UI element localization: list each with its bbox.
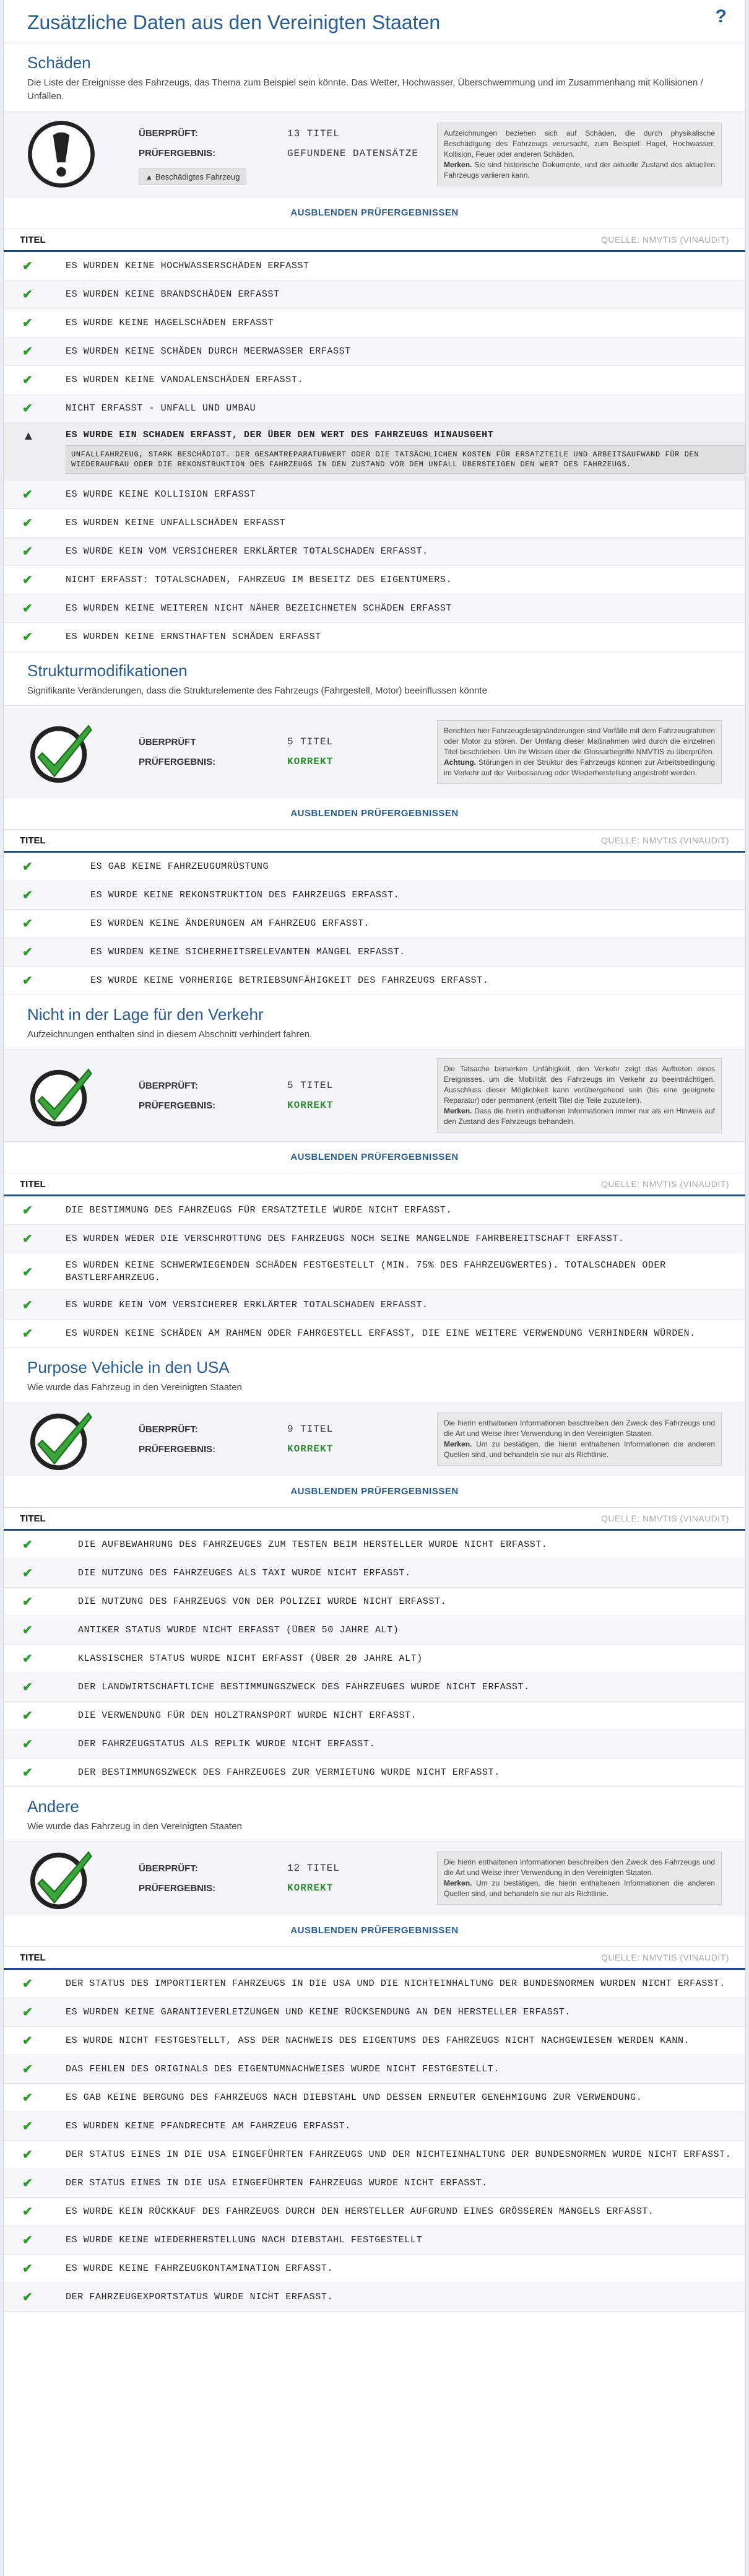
column-source: QUELLE: NMVTIS (VINAUDIT) xyxy=(601,1952,729,1962)
check-icon: ✔ xyxy=(22,259,33,273)
check-icon: ✔ xyxy=(22,946,33,959)
list-item-text: ES WURDEN KEINE SICHERHEITSRELEVANTEN MÄNGEL ERFASST. xyxy=(90,946,405,957)
list-item-text: DER STATUS EINES IN DIE USA EINGEFÜHRTEN FAHRZEUGS WURDE NICHT ERFASST. xyxy=(66,2177,488,2188)
result-value: GEFUNDENE DATENSÄTZE xyxy=(287,147,419,159)
check-icon: ✔ xyxy=(22,1681,33,1694)
checked-value: 5 TITEL xyxy=(287,736,334,747)
check-icon: ✔ xyxy=(22,2205,33,2219)
check-icon: ✔ xyxy=(22,545,33,559)
list-item xyxy=(4,366,745,394)
list-item-text: ES WURDEN KEINE ÄNDERUNGEN AM FAHRZEUG ERFASST. xyxy=(90,918,370,929)
check-icon: ✔ xyxy=(22,630,33,644)
list-item-text: ES WURDE KEINE KOLLISION ERFASST xyxy=(66,489,256,500)
list-item-text: ES WURDEN WEDER DIE VERSCHROTTUNG DES FAHRZEUGS NOCH SEINE MANGELNDE FAHRBEREITSCHAFT ERFASST. xyxy=(66,1233,625,1244)
checked-value: 12 TITEL xyxy=(287,1863,340,1874)
list-item xyxy=(4,2084,745,2112)
summary-panel xyxy=(4,1049,745,1142)
summary-stats xyxy=(139,732,436,772)
column-source: QUELLE: NMVTIS (VINAUDIT) xyxy=(601,235,729,245)
summary-panel xyxy=(4,705,745,798)
alert-content xyxy=(41,429,745,474)
list-item xyxy=(4,2283,745,2312)
info-note xyxy=(437,1058,722,1133)
list-item-text: DIE NUTZUNG DES FAHRZEUGES ALS TAXI WURDE NICHT ERFASST. xyxy=(78,1567,411,1578)
list-item-text: ES WURDE NICHT FESTGESTELLT, ASS DER NACHWEIS DES EIGENTUMS DES FAHRZEUGS NICHT NACHGEWIESEN WERDEN KANN. xyxy=(66,2035,690,2046)
results-list xyxy=(4,252,745,651)
check-icon: ✔ xyxy=(22,402,33,416)
list-item-text: ES WURDE KEINE REKONSTRUKTION DES FAHRZEUGS ERFASST. xyxy=(90,889,400,900)
section-description: Die Liste der Ereignisse des Fahrzeugs, das Thema zum Beispiel sein könnte. Das Wetter, Hochwasser, Überschwemmung und im Zusammenhang mit Kollisionen / Unfällen. xyxy=(27,77,703,102)
section-title: Strukturmodifikationen xyxy=(27,661,188,680)
list-item xyxy=(4,853,745,881)
section-title: Nicht in der Lage für den Verkehr xyxy=(27,1005,264,1024)
list-item xyxy=(4,2169,745,2198)
list-item xyxy=(4,2198,745,2226)
list-item xyxy=(4,1253,745,1291)
result-label: PRÜFERGEBNIS: xyxy=(139,756,216,767)
check-icon: ✔ xyxy=(22,1567,33,1580)
check-icon: ✔ xyxy=(22,1738,33,1751)
section-title: Andere xyxy=(27,1797,79,1816)
list-item-text: DER BESTIMMUNGSZWECK DES FAHRZEUGES ZUR VERMIETUNG WURDE NICHT ERFASST. xyxy=(78,1767,500,1778)
list-item-text: ES WURDEN KEINE GARANTIEVERLETZUNGEN UND KEINE RÜCKSENDUNG AN DEN HERSTELLER ERFASST. xyxy=(66,2006,571,2017)
list-item xyxy=(4,2027,745,2055)
check-circle-icon xyxy=(27,1405,95,1473)
list-item xyxy=(4,2255,745,2283)
summary-stats xyxy=(139,1419,436,1459)
help-icon[interactable]: ? xyxy=(715,6,727,27)
list-item xyxy=(4,1531,745,1559)
list-item xyxy=(4,881,745,910)
column-title: TITEL xyxy=(20,1178,46,1190)
check-circle-icon xyxy=(27,1844,95,1912)
list-item-text: ES WURDEN KEINE HOCHWASSERSCHÄDEN ERFASST xyxy=(66,260,310,271)
checked-label: ÜBERPRÜFT: xyxy=(139,128,198,139)
check-icon: ✔ xyxy=(22,1652,33,1666)
list-item xyxy=(4,1291,745,1320)
note-text: Aufzeichnungen beziehen sich auf Schäden, die durch physikalische Beschädigung des Fahrzeugs verursacht, zum Beispiel: Hagel, Hochwasser, Kollision, Feuer oder anderen Schäden. xyxy=(444,128,715,159)
results-list xyxy=(4,1970,745,2312)
note-emphasis: Merken. xyxy=(444,1440,472,1448)
check-icon: ✔ xyxy=(22,1232,33,1246)
stat-result xyxy=(139,752,436,772)
alert-item xyxy=(4,423,745,481)
checked-value: 13 TITEL xyxy=(287,128,340,139)
list-item xyxy=(4,910,745,938)
info-note xyxy=(437,1412,722,1466)
check-icon: ✔ xyxy=(22,2091,33,2105)
list-item-text: ANTIKER STATUS WURDE NICHT ERFASST (ÜBER 50 JAHRE ALT) xyxy=(78,1624,399,1635)
summary-stats xyxy=(139,124,436,185)
list-item xyxy=(4,1225,745,1253)
check-icon: ✔ xyxy=(22,573,33,587)
column-title: TITEL xyxy=(20,1513,46,1524)
list-item-text: ES WURDEN KEINE VANDALENSCHÄDEN ERFASST. xyxy=(66,374,304,385)
list-item-text: ES WURDEN KEINE SCHÄDEN AM RAHMEN ODER FAHRGESTELL ERFASST, DIE EINE WEITERE VERWENDUNG VERHINDERN WÜRDEN. xyxy=(66,1328,696,1339)
note-emphasis: Merken. xyxy=(444,160,472,169)
checked-label: ÜBERPRÜFT xyxy=(139,736,196,747)
summary-panel xyxy=(4,1402,745,1476)
check-icon: ✔ xyxy=(22,488,33,502)
check-icon: ✔ xyxy=(22,1709,33,1723)
list-item-text: DIE VERWENDUNG FÜR DEN HOLZTRANSPORT WURDE NICHT ERFASST. xyxy=(78,1710,417,1721)
toggle-results-link[interactable]: AUSBLENDEN PRÜFERGEBNISSEN xyxy=(290,1925,459,1936)
list-item xyxy=(4,2226,745,2255)
toggle-results-link[interactable]: AUSBLENDEN PRÜFERGEBNISSEN xyxy=(290,1152,459,1162)
list-item xyxy=(4,252,745,281)
list-item-text: ES GAB KEINE BERGUNG DES FAHRZEUGS NACH DIEBSTAHL UND DESSEN ERNEUTER GENEHMIGUNG ZUR VERWENDUNG. xyxy=(66,2092,643,2103)
note-text-2: Sie sind historische Dokumente, und der aktuelle Zustand des aktuellen Fahrzeugs variieren kann. xyxy=(444,160,715,180)
badge-label: Beschädigtes Fahrzeug xyxy=(155,172,240,181)
results-list xyxy=(4,1531,745,1787)
note-text: Die Tatsache bemerken Unfähigkeit, den Verkehr zeigt das Auftreten eines Ereignisses, um die Mobilität des Fahrzeugs im Verkehr zu beeinträchtigen. Ausschluss dieser Möglichkeit kann vorübergehend sein (bis eine geeignete Reparatur) oder permanent (erteilt Titel die Teile zuzuteilen). xyxy=(444,1064,715,1105)
list-item-text: DER LANDWIRTSCHAFTLICHE BESTIMMUNGSZWECK DES FAHRZEUGES WURDE NICHT ERFASST. xyxy=(78,1681,530,1692)
result-value: KORREKT xyxy=(287,756,334,767)
summary-stats xyxy=(139,1858,436,1898)
note-text: Die hierin enthaltenen Informationen beschreiben den Zweck des Fahrzeugs und die Art und Weise ihrer Verwendung in den Vereinigten Staaten. xyxy=(444,1858,715,1877)
list-item xyxy=(4,1759,745,1787)
check-icon: ✔ xyxy=(22,1299,33,1312)
report-card xyxy=(3,0,746,2576)
list-item xyxy=(4,281,745,309)
check-icon: ✔ xyxy=(22,1766,33,1780)
info-note xyxy=(437,123,722,186)
list-item-text: NICHT ERFASST: TOTALSCHADEN, FAHRZEUG IM BESEITZ DES EIGENTÜMERS. xyxy=(66,574,452,585)
section-title: Schäden xyxy=(27,53,91,72)
checked-label: ÜBERPRÜFT: xyxy=(139,1080,198,1091)
list-item-text: ES WURDEN KEINE SCHÄDEN DURCH MEERWASSER ERFASST xyxy=(66,346,351,357)
status-badge xyxy=(139,168,246,185)
checked-value: 5 TITEL xyxy=(287,1080,334,1091)
stat-checked xyxy=(139,1419,436,1439)
list-item-text: DER STATUS DES IMPORTIERTEN FAHRZEUGS IN DIE USA UND DIE NICHTEINHALTUNG DER BUNDESNORMEN WURDEN NICHT ERFASST. xyxy=(66,1978,725,1989)
column-title: TITEL xyxy=(20,1952,46,1963)
note-emphasis: Achtung. xyxy=(444,757,476,767)
list-item-text: ES WURDEN KEINE WEITEREN NICHT NÄHER BEZEICHNETEN SCHÄDEN ERFASST xyxy=(66,603,452,614)
info-note xyxy=(437,720,722,784)
check-icon: ✔ xyxy=(22,2177,33,2190)
results-table-header xyxy=(4,1173,745,1196)
page-title: Zusätzliche Daten aus den Vereinigten Staaten xyxy=(27,11,441,33)
note-emphasis: Merken. xyxy=(444,1879,472,1887)
check-icon: ✔ xyxy=(22,2034,33,2048)
list-item xyxy=(4,1559,745,1588)
list-item xyxy=(4,1998,745,2027)
result-label: PRÜFERGEBNIS: xyxy=(139,1100,216,1111)
toggle-results-link[interactable]: AUSBLENDEN PRÜFERGEBNISSEN xyxy=(290,207,459,218)
stat-checked xyxy=(139,124,436,144)
check-icon: ✔ xyxy=(22,917,33,931)
stat-result xyxy=(139,1095,436,1115)
list-item-text: ES WURDEN KEINE UNFALLSCHÄDEN ERFASST xyxy=(66,517,286,528)
column-source: QUELLE: NMVTIS (VINAUDIT) xyxy=(601,1513,729,1523)
result-value: KORREKT xyxy=(287,1100,334,1111)
results-table-header xyxy=(4,829,745,853)
check-icon: ✔ xyxy=(22,2234,33,2247)
list-item-text: ES WURDE KEIN VOM VERSICHERER ERKLÄRTER TOTALSCHADEN ERFASST. xyxy=(66,1299,428,1310)
list-item-text: DER FAHRZEUGEXPORTSTATUS WURDE NICHT ERFASST. xyxy=(66,2291,334,2302)
list-item-text: DER FAHRZEUGSTATUS ALS REPLIK WURDE NICHT ERFASST. xyxy=(78,1738,376,1749)
list-item xyxy=(4,309,745,337)
check-icon: ✔ xyxy=(22,288,33,302)
column-source: QUELLE: NMVTIS (VINAUDIT) xyxy=(601,835,729,845)
check-icon: ✔ xyxy=(22,516,33,530)
list-item xyxy=(4,1588,745,1616)
summary-panel xyxy=(4,111,745,198)
list-item-text: ES WURDE KEINE FAHRZEUGKONTAMINATION ERFASST. xyxy=(66,2263,334,2274)
list-item-text: DER STATUS EINES IN DIE USA EINGEFÜHRTEN FAHRZEUGS UND DER NICHTEINHALTUNG DER BUNDESNORMEN WURDE NICHT ERFASST. xyxy=(66,2149,732,2160)
alert-title: ES WURDE EIN SCHADEN ERFASST, DER ÜBER DEN WERT DES FAHRZEUGS HINAUSGEHT xyxy=(66,430,494,440)
check-icon: ✔ xyxy=(22,1265,33,1279)
list-item xyxy=(4,594,745,623)
list-item-text: KLASSISCHER STATUS WURDE NICHT ERFASST (ÜBER 20 JAHRE ALT) xyxy=(78,1653,423,1664)
check-icon: ✔ xyxy=(22,860,33,874)
list-item-text: ES GAB KEINE FAHRZEUGUMRÜSTUNG xyxy=(90,861,269,872)
check-circle-icon xyxy=(27,718,95,786)
section-description: Signifikante Veränderungen, dass die Strukturelemente des Fahrzeugs (Fahrgestell, Motor) beeinflussen könnte xyxy=(27,685,487,696)
list-item-text: ES WURDEN KEINE PFANDRECHTE AM FAHRZEUG ERFASST. xyxy=(66,2120,351,2131)
column-title: TITEL xyxy=(20,234,46,245)
check-icon: ✔ xyxy=(22,602,33,616)
toggle-results-link[interactable]: AUSBLENDEN PRÜFERGEBNISSEN xyxy=(290,1486,459,1497)
stat-checked xyxy=(139,1858,436,1878)
note-emphasis: Merken. xyxy=(444,1107,472,1115)
list-item xyxy=(4,1196,745,1225)
exclamation-circle-icon xyxy=(27,120,95,188)
list-item xyxy=(4,1702,745,1730)
list-item-text: ES WURDE KEINE VORHERIGE BETRIEBSUNFÄHIGKEIT DES FAHRZEUGS ERFASST. xyxy=(90,975,489,986)
note-text-2: Um zu bestätigen, die hierin enthaltenen Informationen die anderen Quellen sind, und behandeln sie nur als Richtlinie. xyxy=(444,1440,715,1459)
check-icon: ✔ xyxy=(22,345,33,359)
result-label: PRÜFERGEBNIS: xyxy=(139,1882,216,1894)
column-title: TITEL xyxy=(20,835,46,846)
summary-stats xyxy=(139,1076,436,1115)
list-item-text: DIE AUFBEWAHRUNG DES FAHRZEUGES ZUM TESTEN BEIM HERSTELLER WURDE NICHT ERFASST. xyxy=(78,1539,548,1550)
check-icon: ✔ xyxy=(22,1624,33,1637)
check-icon: ✔ xyxy=(22,1595,33,1609)
toggle-results-link[interactable]: AUSBLENDEN PRÜFERGEBNISSEN xyxy=(290,808,459,819)
list-item-text: ES WURDEN KEINE SCHWERWIEGENDEN SCHÄDEN FESTGESTELLT (MIN. 75% DES FAHRZEUGWERTES). TOTALSCHADEN ODER BASTLERFAHRZEUG. xyxy=(66,1260,666,1283)
check-icon: ✔ xyxy=(22,2006,33,2019)
section-title: Purpose Vehicle in den USA xyxy=(27,1358,230,1377)
list-item-text: ES WURDEN KEINE ERNSTHAFTEN SCHÄDEN ERFASST xyxy=(66,631,321,642)
stat-checked xyxy=(139,732,436,752)
list-item xyxy=(4,394,745,423)
note-text: Berichten hier Fahrzeugdesignänderungen sind Vorfälle mit dem Fahrzeugrahmen oder Motor zu stören. Der Umfang dieser Maßnahmen wird durch die einzelnen Titel beschrieben. Um Ihr Wissen über die Glossarbegriffe NMVTIS zu überprüfen. xyxy=(444,726,715,756)
stat-result xyxy=(139,1439,436,1459)
note-text-2: Dass die hierin enthaltenen Informationen immer nur als ein Hinweis auf den Zustand des Fahrzeugs behandeln. xyxy=(444,1107,715,1126)
page-header xyxy=(4,0,745,43)
result-value: KORREKT xyxy=(287,1443,334,1455)
checked-value: 9 TITEL xyxy=(287,1424,334,1435)
list-item-text: ES WURDE KEIN RÜCKKAUF DES FAHRZEUGS DURCH DEN HERSTELLER AUFGRUND EINES GRÖSSEREN MANGELS ERFASST. xyxy=(66,2206,654,2217)
check-icon: ✔ xyxy=(22,974,33,988)
note-text-2: Störungen in der Struktur des Fahrzeugs können zur Arbeitsbedingung im Verkehr auf der Verbesserung oder Wiederherstellung angestrebt werden. xyxy=(444,757,715,777)
stat-result xyxy=(139,144,436,163)
result-value: KORREKT xyxy=(287,1882,334,1894)
list-item-text: ES WURDE KEINE WIEDERHERSTELLUNG NACH DIEBSTAHL FESTGESTELLT xyxy=(66,2234,423,2245)
summary-panel xyxy=(4,1841,745,1915)
list-item xyxy=(4,509,745,537)
check-icon: ✔ xyxy=(22,2262,33,2276)
sections-container xyxy=(4,43,745,2312)
results-table-header xyxy=(4,1946,745,1970)
check-icon: ✔ xyxy=(22,2063,33,2076)
result-label: PRÜFERGEBNIS: xyxy=(139,148,216,159)
check-icon: ✔ xyxy=(22,2120,33,2133)
list-item xyxy=(4,1730,745,1759)
check-icon: ✔ xyxy=(22,1977,33,1991)
list-item xyxy=(4,2141,745,2169)
section-description: Aufzeichnungen enthalten sind in diesem Abschnitt verhindert fahren. xyxy=(27,1029,313,1040)
list-item xyxy=(4,623,745,651)
list-item xyxy=(4,1645,745,1673)
list-item xyxy=(4,2055,745,2084)
check-icon: ✔ xyxy=(22,2291,33,2304)
check-icon: ✔ xyxy=(22,889,33,902)
list-item-text: DAS FEHLEN DES ORIGINALS DES EIGENTUMNACHWEISES WURDE NICHT FESTGESTELLT. xyxy=(66,2063,500,2074)
section-description: Wie wurde das Fahrzeug in den Vereinigten Staaten xyxy=(27,1821,242,1832)
results-list xyxy=(4,853,745,995)
list-item-text: DIE BESTIMMUNG DES FAHRZEUGS FÜR ERSATZTEILE WURDE NICHT ERFASST. xyxy=(66,1204,452,1216)
list-item xyxy=(4,2112,745,2141)
list-item-text: ES WURDE KEIN VOM VERSICHERER ERKLÄRTER TOTALSCHADEN ERFASST. xyxy=(66,546,428,557)
check-icon: ✔ xyxy=(22,1204,33,1217)
checked-label: ÜBERPRÜFT: xyxy=(139,1863,198,1874)
list-item xyxy=(4,1320,745,1348)
list-item-text: ES WURDEN KEINE BRANDSCHÄDEN ERFASST xyxy=(66,289,280,300)
note-text-2: Um zu bestätigen, die hierin enthaltenen Informationen die anderen Quellen sind, und behandeln sie nur als Richtlinie. xyxy=(444,1879,715,1898)
list-item-text: DIE NUTZUNG DES FAHRZEUGS VON DER POLIZEI WURDE NICHT ERFASST. xyxy=(78,1596,447,1607)
check-icon: ✔ xyxy=(22,373,33,387)
stat-result xyxy=(139,1878,436,1898)
result-label: PRÜFERGEBNIS: xyxy=(139,1443,216,1455)
stat-checked xyxy=(139,1076,436,1095)
checked-label: ÜBERPRÜFT: xyxy=(139,1424,198,1435)
check-icon: ✔ xyxy=(22,1538,33,1552)
results-table-header xyxy=(4,1507,745,1531)
section-description: Wie wurde das Fahrzeug in den Vereinigten Staaten xyxy=(27,1382,242,1393)
warning-icon: ▲ xyxy=(145,172,153,181)
check-icon: ✔ xyxy=(22,316,33,330)
list-item xyxy=(4,566,745,594)
list-item xyxy=(4,337,745,366)
check-icon: ✔ xyxy=(22,2148,33,2162)
check-circle-icon xyxy=(27,1061,95,1129)
list-item-text: ES WURDE KEINE HAGELSCHÄDEN ERFASST xyxy=(66,317,274,328)
list-item xyxy=(4,1970,745,1998)
alert-detail: UNFALLFAHRZEUG, STARK BESCHÄDIGT. DER GESAMTREPARATURWERT ODER DIE TATSÄCHLICHEN KOSTEN FÜR ERSATZTEILE UND ARBEITSAUFWAND FÜR DEN WIEDERAUFBAU ODER DIE REKONSTRUKTION DES FAHRZEUGS IN DEN ZUSTAND VOR DEM UNFALL ÜBERSTEIGEN DEN WERT DES FAHRZEUGS. xyxy=(66,445,745,474)
list-item xyxy=(4,537,745,566)
column-source: QUELLE: NMVTIS (VINAUDIT) xyxy=(601,1179,729,1189)
warning-icon: ▲ xyxy=(22,429,35,443)
list-item xyxy=(4,938,745,967)
note-text: Die hierin enthaltenen Informationen beschreiben den Zweck des Fahrzeugs und die Art und Weise ihrer Verwendung in den Vereinigten Staaten. xyxy=(444,1419,715,1438)
list-item xyxy=(4,481,745,509)
results-list xyxy=(4,1196,745,1348)
check-icon: ✔ xyxy=(22,1327,33,1341)
results-table-header xyxy=(4,228,745,252)
list-item-text: NICHT ERFASST - UNFALL UND UMBAU xyxy=(66,402,256,414)
list-item xyxy=(4,1616,745,1645)
list-item xyxy=(4,1673,745,1702)
info-note xyxy=(437,1852,722,1905)
list-item xyxy=(4,967,745,995)
